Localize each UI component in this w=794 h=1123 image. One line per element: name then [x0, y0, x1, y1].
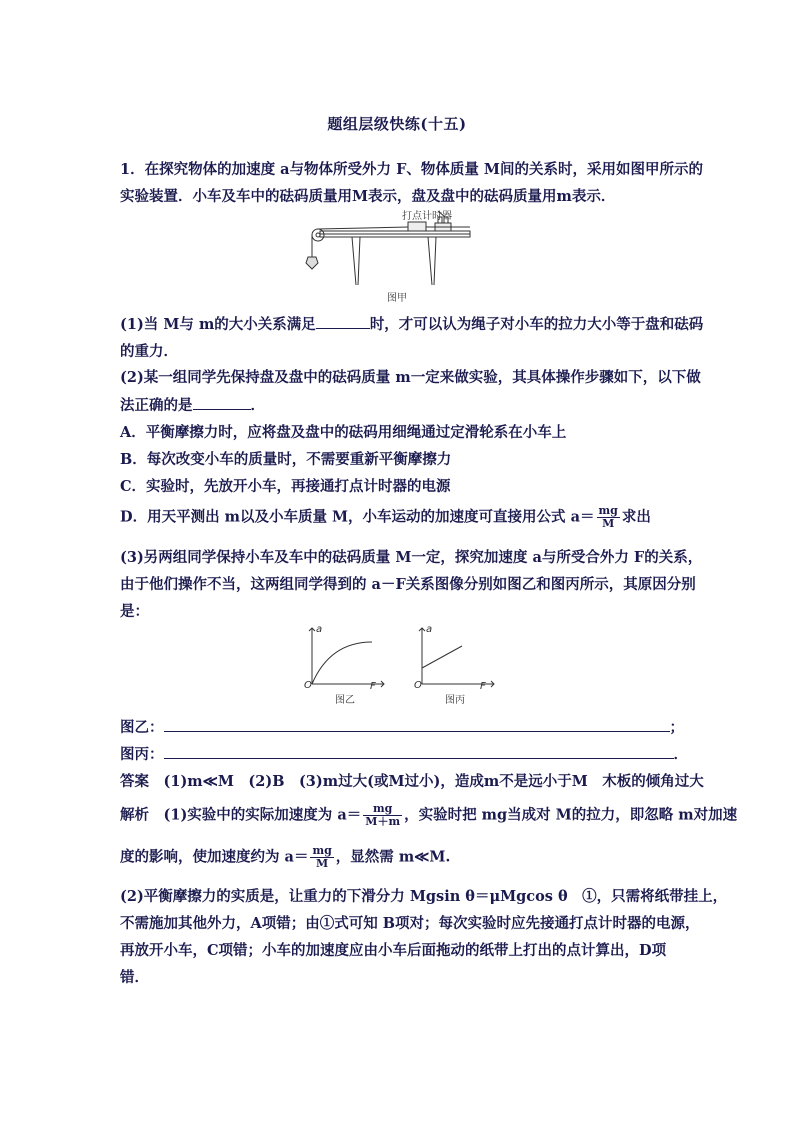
option-c: C．实验时，先放开小车，再接通打点计时器的电源	[120, 478, 451, 495]
sub3-line-3: 是：	[120, 603, 149, 620]
timer-label: 打点计时器	[402, 211, 452, 222]
explanation-1-line-2	[120, 845, 450, 870]
fraction-denominator: M	[316, 857, 329, 870]
blank-bing-end: ．	[673, 746, 688, 763]
sub2-blank[interactable]	[193, 395, 251, 410]
sub2-end-punct: ．	[250, 397, 265, 414]
sub3-line-1: (3)另两组同学保持小车及车中的砝码质量 M一定，探究加速度 a与所受合外力 F的关系，	[120, 549, 703, 566]
figure-bing-graph	[410, 622, 500, 694]
expl1-text-c: 度的影响，使加速度约为 a＝	[120, 848, 309, 866]
sub1-blank[interactable]	[316, 314, 370, 329]
expl1-text-b: ，实验时把 mg当成对 M的拉力，即忽略 m对加速	[404, 806, 738, 824]
fraction-denominator: M	[602, 517, 615, 530]
answer-key: 答案 (1)m≪M (2)B (3)m过大(或M过小)，造成m不是远小于M 木板的倾角过大	[120, 773, 704, 790]
explanation-1-line-1	[120, 803, 737, 828]
sub2-line-2	[120, 394, 265, 415]
sub3-line-2: 由于他们操作不当，这两组同学得到的 a－F关系图像分别如图乙和图丙所示，其原因分别	[120, 576, 696, 593]
expl1-fraction-2	[310, 845, 333, 870]
option-b: B．每次改变小车的质量时，不需要重新平衡摩擦力	[120, 451, 452, 468]
fraction-denominator: M＋m	[365, 815, 401, 828]
q1-intro-line-2: 实验装置．小车及车中的砝码质量用M表示，盘及盘中的砝码质量用m表示．	[120, 188, 616, 205]
sub1-text-b: 时，才可以认为绳子对小车的拉力大小等于盘和砝码	[369, 316, 704, 333]
q1-intro-line-1: 1．在探究物体的加速度 a与物体所受外力 F、物体质量 M间的关系时，采用如图甲所示的	[120, 161, 703, 178]
blank-bing-label: 图丙：	[120, 746, 164, 763]
page-title: 题组层级快练(十五)	[327, 115, 467, 133]
answer-line-bing	[120, 743, 688, 764]
fraction-numerator: mg	[363, 803, 402, 816]
option-d	[120, 505, 651, 530]
option-a: A．平衡摩擦力时，应将盘及盘中的砝码用细绳通过定滑轮系在小车上	[120, 424, 567, 441]
sub1-line-2: 的重力．	[120, 343, 178, 360]
figure-yi-caption: 图乙	[335, 695, 355, 706]
sub2-text-b: 法正确的是	[120, 397, 193, 414]
blank-yi-label: 图乙：	[120, 719, 164, 736]
option-d-fraction	[597, 505, 620, 530]
fraction-numerator: mg	[312, 844, 332, 857]
blank-bing[interactable]	[164, 744, 674, 759]
answer-line-yi	[120, 716, 684, 737]
sub1-line-1	[120, 313, 703, 334]
explanation-2-line-3: 再放开小车，C项错；小车的加速度应由小车后面拖动的纸带上打出的点计算出，D项	[120, 942, 667, 959]
explanation-2-line-1: (2)平衡摩擦力的实质是，让重力的下滑分力 Mgsin θ＝μMgcos θ ①，只需将纸带挂上，	[120, 888, 728, 905]
sub1-text-a: (1)当 M与 m的大小关系满足	[120, 316, 316, 333]
figure-jia-apparatus	[300, 205, 490, 290]
figure-jia-caption: 图甲	[387, 293, 407, 304]
blank-yi-end: ；	[669, 719, 684, 736]
explanation-2-line-4: 错．	[120, 969, 149, 986]
explanation-2-line-2: 不需施加其他外力，A项错；由①式可知 B项对；每次实验时应先接通打点计时器的电源，	[120, 915, 700, 932]
fig-bing-axis-y: a	[426, 624, 433, 635]
fig-yi-axis-x: F	[370, 681, 376, 692]
expl1-text-d: ，显然需 m≪M.	[335, 848, 451, 866]
option-d-text-a: D．用天平测出 m以及小车质量 M，小车运动的加速度可直接用公式 a＝	[120, 508, 595, 526]
sub2-line-1: (2)某一组同学先保持盘及盘中的砝码质量 m一定来做实验，其具体操作步骤如下，以下做	[120, 369, 701, 386]
expl1-text-a: 解析 (1)实验中的实际加速度为 a＝	[120, 806, 362, 824]
expl1-fraction	[363, 803, 402, 828]
figure-yi-graph	[300, 622, 390, 694]
blank-yi[interactable]	[164, 717, 670, 732]
fig-bing-origin: O	[414, 680, 422, 691]
fraction-numerator: mg	[598, 504, 618, 517]
fig-yi-axis-y: a	[316, 624, 323, 635]
fig-bing-axis-x: F	[480, 681, 486, 692]
option-d-text-b: 求出	[621, 508, 651, 526]
figure-bing-caption: 图丙	[445, 695, 465, 706]
fig-yi-origin: O	[304, 680, 312, 691]
